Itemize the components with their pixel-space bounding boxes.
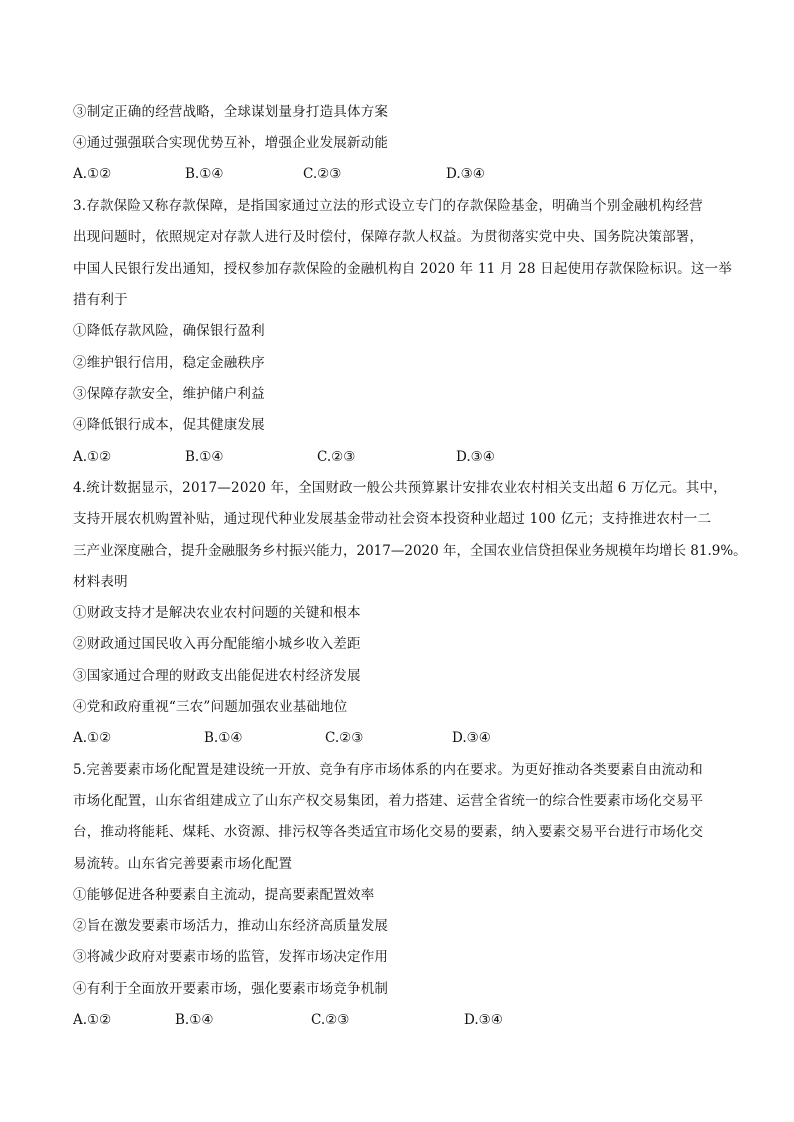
q4-answer-a: A.①② xyxy=(73,730,112,746)
q3-statement-1: ①降低存款风险，确保银行盈利 xyxy=(73,323,265,339)
q3-answer-a: A.①② xyxy=(73,449,112,465)
q3-stem-line-1: 3.存款保险又称存款保障，是指国家通过立法的形式设立专门的存款保险基金，明确当个别金融机构经营 xyxy=(73,198,703,214)
q2-answer-c: C.②③ xyxy=(303,166,342,182)
q4-answer-d: D.③④ xyxy=(452,730,491,746)
q5-stem-line-2: 市场化配置，山东省组建成立了山东产权交易集团，着力搭建、运营全省统一的综合性要素市场化交易平 xyxy=(73,793,704,809)
q3-statement-2: ②维护银行信用，稳定金融秩序 xyxy=(73,355,265,371)
q4-statement-4: ④党和政府重视“三农”问题加强农业基础地位 xyxy=(73,699,348,715)
q5-stem-line-1: 5.完善要素市场化配置是建设统一开放、竞争有序市场体系的内在要求。为更好推动各类要素自由流动和 xyxy=(73,762,703,778)
q5-answer-a: A.①② xyxy=(73,1012,112,1028)
q3-stem-line-2: 出现问题时，依照规定对存款人进行及时偿付，保障存款人权益。为贯彻落实党中央、国务院决策部署， xyxy=(73,229,704,245)
q2-answer-d: D.③④ xyxy=(446,166,485,182)
q4-answer-c: C.②③ xyxy=(325,730,364,746)
q4-statement-3: ③国家通过合理的财政支出能促进农村经济发展 xyxy=(73,668,361,684)
q2-answer-a: A.①② xyxy=(73,166,112,182)
q4-stem-line-2: 支持开展农机购置补贴，通过现代种业发展基金带动社会资本投资种业超过 100 亿元；支持推进农村一二 xyxy=(73,511,712,527)
q5-answer-c: C.②③ xyxy=(311,1012,350,1028)
q4-answer-b: B.①④ xyxy=(204,730,243,746)
q3-stem-line-3: 中国人民银行发出通知，授权参加存款保险的金融机构自 2020 年 11 月 28 日起使用存款保险标识。这一举 xyxy=(73,261,732,277)
q4-stem-line-4: 材料表明 xyxy=(73,574,128,590)
q5-statement-3: ③将减少政府对要素市场的监管，发挥市场决定作用 xyxy=(73,949,389,965)
q5-answer-d: D.③④ xyxy=(464,1012,503,1028)
q5-statement-2: ②旨在激发要素市场活力，推动山东经济高质量发展 xyxy=(73,918,389,934)
q5-stem-line-4: 易流转。山东省完善要素市场化配置 xyxy=(73,856,293,872)
q5-stem-line-3: 台，推动将能耗、煤耗、水资源、排污权等各类适宜市场化交易的要素，纳入要素交易平台进行市场化交 xyxy=(73,824,704,840)
q4-statement-2: ②财政通过国民收入再分配能缩小城乡收入差距 xyxy=(73,636,361,652)
q3-statement-3: ③保障存款安全，维护储户利益 xyxy=(73,386,265,402)
q3-answer-b: B.①④ xyxy=(185,449,224,465)
q2-answer-b: B.①④ xyxy=(185,166,224,182)
q2-statement-4: ④通过强强联合实现优势互补，增强企业发展新动能 xyxy=(73,135,389,151)
q3-statement-4: ④降低银行成本，促其健康发展 xyxy=(73,417,265,433)
q3-answer-c: C.②③ xyxy=(317,449,356,465)
q3-answer-d: D.③④ xyxy=(456,449,495,465)
q5-answer-b: B.①④ xyxy=(175,1012,214,1028)
q4-statement-1: ①财政支持才是解决农业农村问题的关键和根本 xyxy=(73,605,361,621)
q5-statement-4: ④有利于全面放开要素市场，强化要素市场竞争机制 xyxy=(73,981,389,997)
q4-stem-line-3: 三产业深度融合，提升金融服务乡村振兴能力，2017—2020 年，全国农业信贷担保业务规模年均增长 81.9%。 xyxy=(73,543,747,559)
q4-stem-line-1: 4.统计数据显示，2017—2020 年，全国财政一般公共预算累计安排农业农村相关支出超 6 万亿元。其中， xyxy=(73,480,727,496)
q3-stem-line-4: 措有利于 xyxy=(73,292,128,308)
q5-statement-1: ①能够促进各种要素自主流动，提高要素配置效率 xyxy=(73,887,375,903)
q2-statement-3: ③制定正确的经营战略，全球谋划量身打造具体方案 xyxy=(73,104,389,120)
